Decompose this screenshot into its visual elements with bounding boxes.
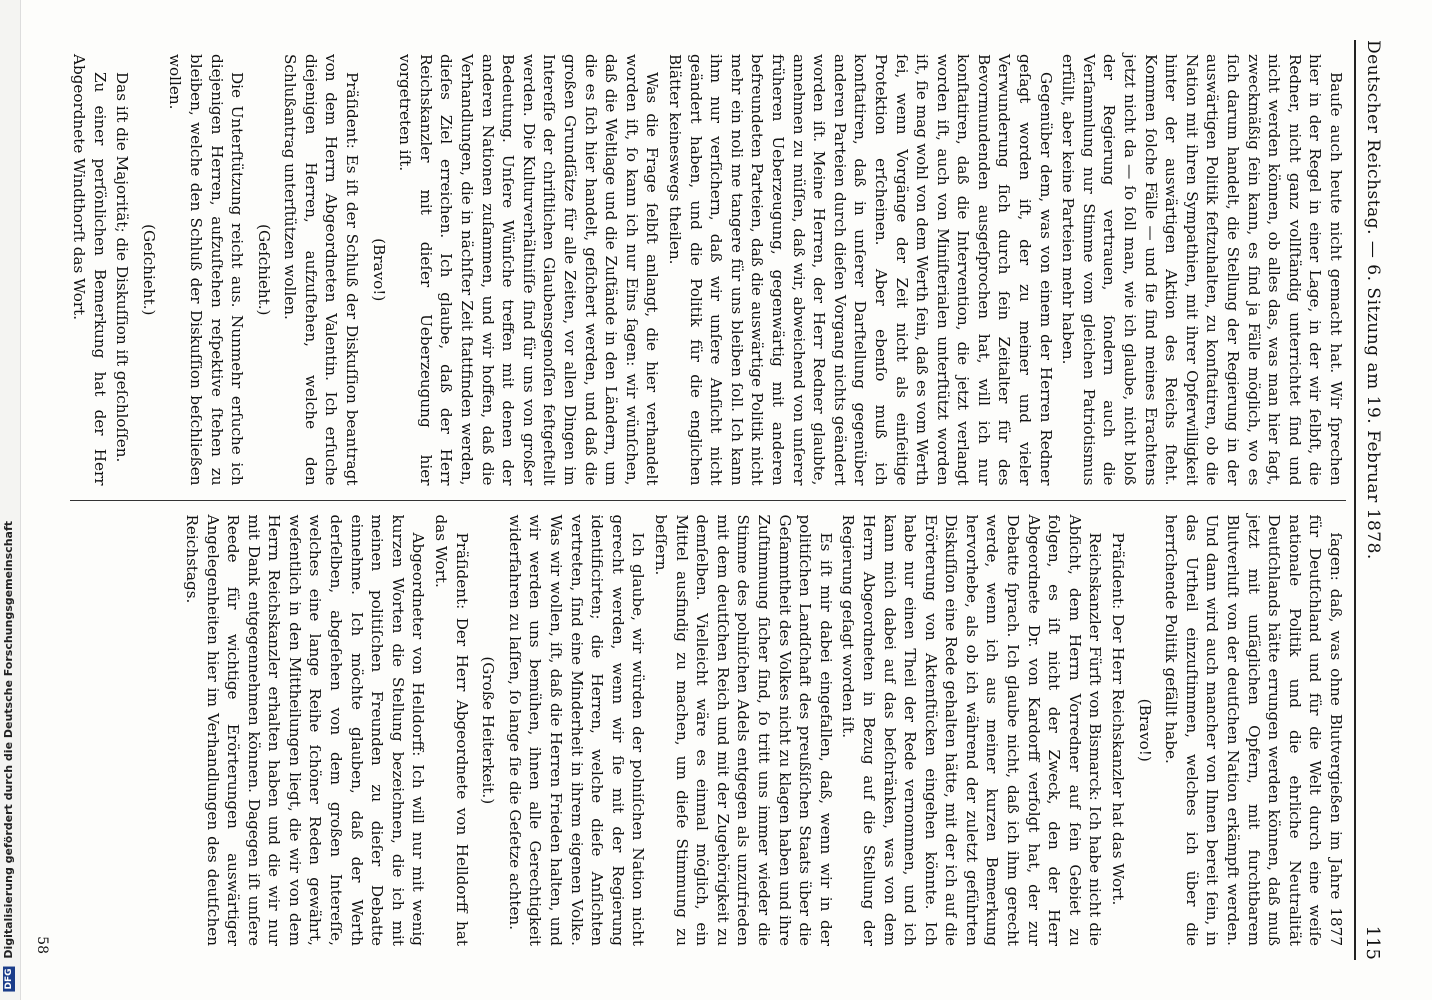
paragraph: Die Unterſtützung reicht aus. Nunmehr erſuche ich diejenigen Herren, aufzuſtehen reſpektive ſtehen zu bleiben, welche den Schluß der Diskuſſion beſchließen wollen. [166, 54, 247, 486]
running-title: Deutscher Reichstag. — 6. Sitzung am 19. Februar 1878. [1363, 40, 1383, 560]
stage-direction: (Geſchieht.) [254, 224, 273, 316]
stage-direction: (Geſchieht.) [139, 224, 158, 316]
text-columns [70, 40, 1346, 960]
signature-mark: 58 [34, 936, 50, 954]
right-column [70, 500, 1346, 961]
paragraph: Reichskanzler Fürſt von Bismarck: Ich habe nicht die Abſicht, dem Herrn Vorredner auf ſein Gebiet zu folgen, es iſt nicht der Zweck, den der Herr Abgeordnete Dr. von Kardorff verfolgt hat, der zur Debatte ſprach. Ich glaube nicht, daß ich ihm gerecht werde, wenn ich aus meiner kurzen Bemerkung hervorhebe, als ob ich während der zuletzt geführten Diskuſſion eine Rede gehalten hätte, mit der ich auf die Erörterung von Aktenſtücken eingehen könnte. Ich habe nur einen Theil der Rede vernommen, und ich kann mich dabei auf das beſchränken, was von dem Herrn Abgeordneten in Bezug auf die Stellung der Regierung geſagt worden iſt. [839, 514, 1105, 946]
page-header [1354, 40, 1390, 960]
paragraph: Präſident: Der Herr Abgeordnete von Helldorff hat das Wort. [432, 514, 471, 946]
paragraph: Zu einer perſönlichen Bemerkung hat der Herr Abgeordnete Windthorſt das Wort. [70, 54, 109, 486]
digitization-text: Digitalisierung gefördert durch die Deutsche Forschungsgemeinschaft [2, 521, 15, 960]
paragraph: Es iſt mir dabei eingefallen, daß, wenn wir in der politiſchen Landſchaft des preußiſchen Staats über die Geſammtheit des Volkes nicht zu klagen haben und ihre Zuſtimmung ſicher ſind, ſo tritt uns immer wieder die Stimme des polniſchen Adels entgegen als unzufrieden mit dem deutſchen Reich und mit der Zugehörigkeit zu demſelben. Vielleicht wäre es einmal möglich, ein Mittel ausfindig zu machen, um dieſe Stimmung zu beſſern. [652, 514, 835, 946]
paragraph: Das iſt die Majorität; die Diskuſſion iſt geſchloſſen. [113, 72, 132, 463]
stage-direction: (Bravo!) [1135, 698, 1154, 762]
paragraph: ſagen: daß, was ohne Blutvergießen im Jahre 1877 für Deutſchland und für die Welt durch eine weiſe nationale Politik und die ehrliche Neutralität Deutſchlands hätte errungen werden können, daß muß jetzt mit unſäglichen Opfern, mit furchtbarem Blutverluſt von der deutſchen Nation erkämpft werden. Und dann wird auch mancher von Ihnen bereit ſein, in das Urtheil einzuſtimmen, welches ich über die herrſchende Politik gefällt habe. [1162, 514, 1345, 946]
dfg-logo: DFG [4, 968, 14, 990]
paragraph: Präſident: Es iſt der Schluß der Diskuſſion beantragt von dem Herrn Abgeordneten Valentin. Ich erſuche diejenigen Herren, aufzuſtehen, welche den Schlußantrag unterſtützen wollen. [281, 54, 362, 486]
paragraph: Ich glaube, wir würden der polniſchen Nation nicht gerecht werden, wenn wir ſie mit der Regierung identificirten; die Herren, welche dieſe Anſichten vertreten, ſind eine Minderheit in ihrem eigenen Volke. Was wir wollen, iſt, daß die Herren Frieden halten, und wir werden uns bemühen, ihnen alle Gerechtigkeit widerfahren zu laſſen, ſo lange ſie die Geſetze achten. [505, 514, 648, 946]
paragraph: Präſident: Der Herr Reichskanzler hat das Wort. [1109, 532, 1128, 906]
paragraph: Was die Frage ſelbſt anlangt, die hier verhandelt worden iſt, ſo kann ich nur Eins ſagen: wir wünſchen, daß die Weltlage und die Zuſtände in den Ländern, um die es ſich hier handelt, geſichert werden, und daß die großen Grundſätze für alle Zeiten, vor allen Dingen im Intereſſe der chriſtlichen Glaubensgenoſſen feſtgeſtellt werden. Die Kulturverhältniſſe ſind für uns von großer Bedeutung. Unſere Wünſche treffen mit denen der anderen Nationen zuſammen, und wir hoffen, daß die Verhandlungen, die in nächſter Zeit ſtattfinden werden, dieſes Ziel erreichen. Ich glaube, daß der Herr Reichskanzler mit dieſer Ueberzeugung hier vorgetreten iſt. [396, 54, 662, 486]
stage-direction: (Bravo!) [369, 238, 388, 302]
paragraph: Abgeordneter von Helldorff: Ich will nur mit wenig kurzen Worten die Stellung bezeichnen, die ich mit meinen politiſchen Freunden zu dieſer Debatte einnehme. Ich möchte glauben, daß der Werth derſelben, abgeſehen von dem großen Intereſſe, welches eine lange Reihe ſchöner Reden gewährt, weſentlich in den Mittheilungen liegt, die wir von dem Herrn Reichskanzler erhalten haben und die wir nur mit Dank entgegennehmen können. Dagegen iſt unſere Reede für wichtige Erörterungen auswärtiger Angelegenheiten hier im Verhandlungen des deutſchen Reichstags. [182, 514, 428, 946]
paragraph: Gegenüber dem, was von einem der Herren Redner geſagt worden iſt, der zu meiner und vieler Verwunderung ſich durch ſein Zeitalter für des Bevormundenden ausgeſprochen hat, will ich nur konſtatiren, daß die Intervention, die jetzt verlangt worden iſt, auch von Miniſterialen unterſtützt worden iſt, ſie mag wohl von dem Werth ſein, daß es vom Werth ſei, wenn Vorgänge der Zeit nicht als einſeitige Protektion erſcheinen. Aber ebenſo muß ich konſtatiren, daß in unſerer Darſtellung gegenüber anderen Parteien durch dieſen Vorgang nichts geändert worden iſt. Meine Herren, der Herr Redner glaubte, annehmen zu müſſen, daß wir, abweichend von unſerer früheren Ueberzeugung, gegenwärtig mit anderen befreundeten Parteien, daß die auswärtige Politik nicht mehr ein noli me tangere für uns bleiben ſoll. Ich kann ihm nur verſichern, daß wir unſere Anſicht nicht geändert haben, und die Politik für die englichen Blätter keineswegs theilen. [666, 54, 1055, 486]
paragraph: Bauſe auch heute nicht gemacht hat. Wir ſprechen hier in der Regel in einer Lage, in der wir ſelbſt, die Redner, nicht ganz vollſtändig unterrichtet ſind und nicht werden können, ob alles das, was man hier ſagt, zweckmäßig ſein kann, es ſind ja Fälle möglich, wo es ſich darum handelt, die Stellung der Regierung in der auswärtigen Politik feſtzuhalten, zu konſtatiren, ob die Nation mit ihren Sympathien, mit ihrer Opferwilligkeit hinter der auswärtigen Aktion des Reichs ſteht. Kommen ſolche Fälle — und ſie ſind meines Erachtens jetzt nicht da — ſo ſoll man, wie ich glaube, nicht bloß der Regierung vertrauen, ſondern auch die Verſammlung nur Stimme vom gleichen Patriotismus erfüllt, aber keine Parteien mehr haben. [1059, 54, 1345, 486]
left-column [70, 40, 1346, 500]
page-number: 115 [1362, 925, 1384, 960]
stage-direction: (Große Heiterkeit.) [479, 656, 498, 805]
